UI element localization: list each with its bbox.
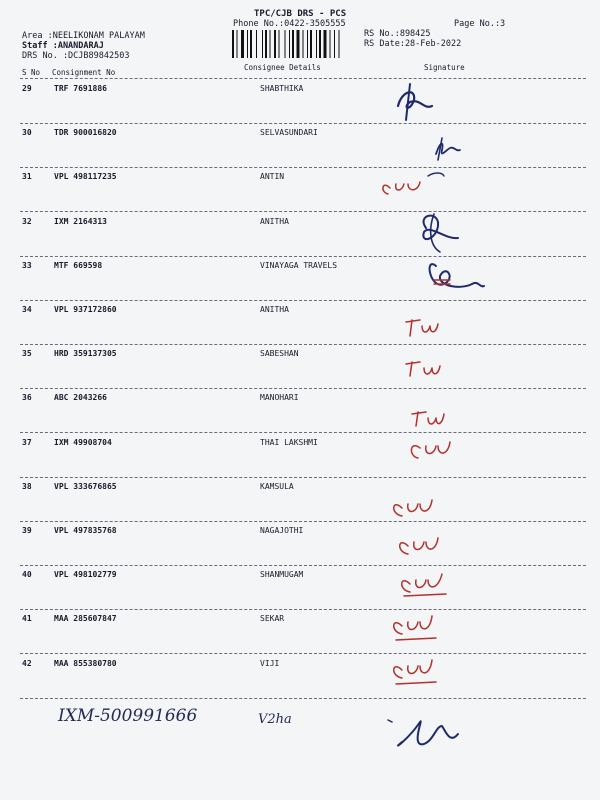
row-consignment-number: ABC 2043266 — [54, 393, 107, 403]
row-serial-number: 38 — [22, 481, 32, 491]
signature-mark — [412, 412, 444, 426]
row-consignee-name: ANITHA — [260, 305, 289, 314]
signature-mark — [400, 538, 438, 554]
row-consignee-name: SEKAR — [260, 614, 285, 624]
row-serial-number: 31 — [22, 172, 32, 182]
row-consignee-name: ANITHA — [260, 216, 289, 226]
drs-number: DRS No. :DCJB89842503 — [22, 51, 130, 61]
row-serial-number: 41 — [22, 614, 32, 624]
barcode-image — [232, 30, 354, 58]
signature-mark — [428, 173, 444, 176]
sheet-title: TPC/CJB DRS - PCS — [254, 9, 347, 19]
row-serial-number: 30 — [22, 128, 32, 138]
row-serial-number: 36 — [22, 393, 32, 403]
row-serial-number: 39 — [22, 526, 32, 535]
phone-number: Phone No.:0422-3505555 — [233, 19, 346, 29]
rs-number: RS No.:898425 — [364, 29, 431, 39]
signature-mark — [394, 616, 436, 640]
signature-mark — [394, 660, 436, 684]
row-consignment-number: MAA 285607847 — [54, 614, 117, 624]
row-consignee-name: MANOHARI — [260, 393, 299, 403]
signature-mark — [394, 500, 432, 516]
column-header-signature: Signature — [424, 63, 465, 72]
row-consignee-name: NAGAJOTHI — [260, 526, 304, 535]
signature-marks — [380, 80, 600, 760]
signature-mark — [398, 721, 458, 745]
row-consignee-name: SELVASUNDARI — [260, 128, 318, 138]
row-consignee-name: SHANMUGAM — [260, 570, 304, 580]
row-consignment-number: TDR 900016820 — [54, 128, 117, 138]
signature-mark — [406, 320, 438, 336]
row-consignment-number: TRF 7691886 — [54, 84, 107, 93]
row-serial-number: 37 — [22, 437, 32, 447]
row-consignment-number: VPL 498117235 — [54, 172, 117, 182]
row-consignee-name: VIJI — [260, 658, 280, 668]
row-serial-number: 35 — [22, 349, 32, 359]
row-serial-number: 42 — [22, 658, 32, 668]
row-serial-number: 40 — [22, 570, 32, 580]
handwritten-consignment: IXM-500991666 — [58, 706, 198, 726]
row-consignee-name: ANTIN — [260, 172, 285, 182]
row-consignment-number: IXM 2164313 — [54, 216, 107, 226]
row-serial-number: 33 — [22, 260, 32, 270]
row-consignee-name: SABESHAN — [260, 349, 299, 359]
column-header-consignment: Consignment No — [52, 68, 116, 77]
row-serial-number: 34 — [22, 305, 32, 314]
rs-date: RS Date:28-Feb-2022 — [364, 39, 462, 49]
row-consignment-number: VPL 498102779 — [54, 570, 117, 580]
signature-mark — [388, 720, 392, 722]
row-consignee-name: SHABTHIKA — [260, 84, 304, 93]
row-consignee-name: KAMSULA — [260, 481, 294, 491]
row-consignment-number: MAA 855380780 — [54, 658, 117, 668]
header-divider — [20, 78, 586, 79]
row-consignment-number: VPL 497835768 — [54, 526, 117, 535]
row-consignment-number: VPL 333676865 — [54, 481, 117, 491]
row-consignment-number: VPL 937172860 — [54, 305, 117, 314]
signature-mark — [398, 92, 432, 107]
signature-mark — [406, 362, 440, 376]
page-number: Page No.:3 — [454, 19, 506, 29]
area-label: Area :NEELIKONAM PALAYAM — [22, 31, 145, 41]
row-serial-number: 32 — [22, 216, 32, 226]
row-serial-number: 29 — [22, 84, 32, 93]
signature-mark — [423, 216, 458, 239]
signature-mark — [411, 442, 450, 458]
signature-mark — [402, 574, 446, 596]
row-consignee-name: VINAYAGA TRAVELS — [260, 260, 338, 270]
column-header-sno: S No — [22, 68, 41, 77]
row-consignment-number: IXM 49908704 — [54, 437, 112, 447]
row-consignment-number: HRD 359137305 — [54, 349, 117, 359]
row-consignee-name: THAI LAKSHMI — [260, 437, 318, 447]
signature-mark — [383, 182, 420, 194]
handwritten-name: V2ha — [258, 712, 292, 727]
staff-label: Staff :ANANDARAJ — [22, 41, 104, 51]
column-header-consignee: Consignee Details — [244, 63, 321, 72]
row-consignment-number: MTF 669598 — [54, 260, 103, 270]
